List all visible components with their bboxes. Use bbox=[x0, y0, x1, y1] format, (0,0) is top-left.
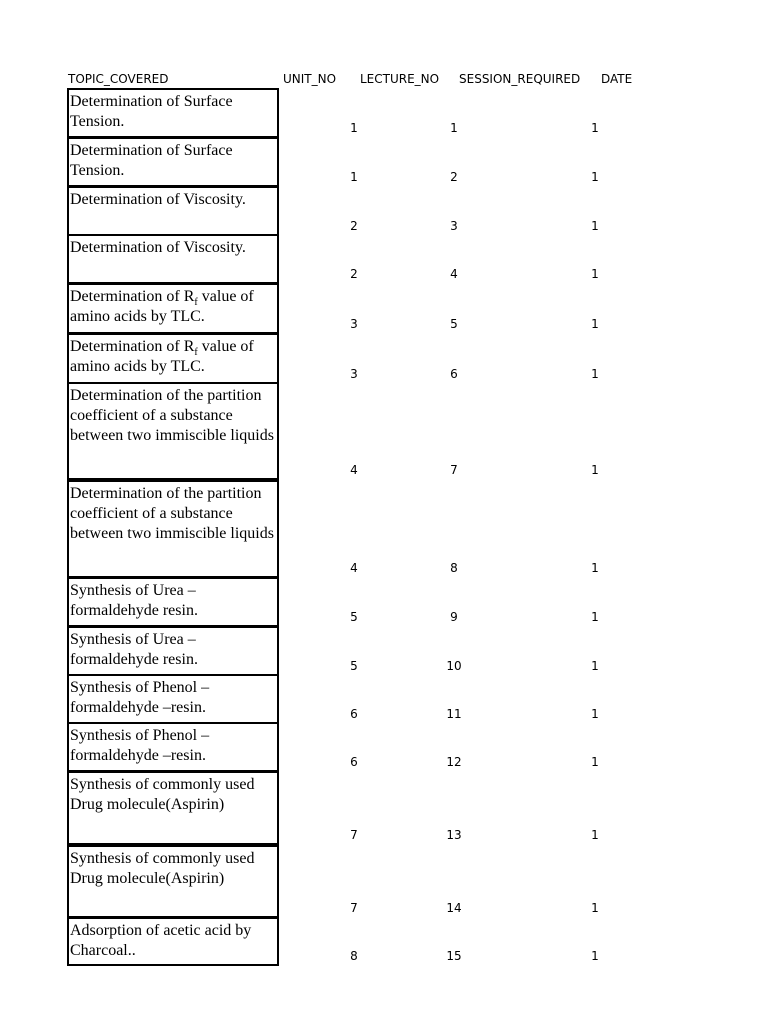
lecture-no-cell: 7 bbox=[450, 463, 458, 477]
date-cell: 1 bbox=[591, 561, 599, 575]
lecture-no-cell: 6 bbox=[450, 367, 458, 381]
unit-cell: 5 bbox=[350, 659, 358, 673]
table-row bbox=[67, 845, 767, 918]
date-cell: 1 bbox=[591, 463, 599, 477]
topic-cell: Synthesis of Phenol – formaldehyde –resin. bbox=[67, 722, 279, 772]
table-row bbox=[67, 382, 767, 480]
lecture-no-cell: 15 bbox=[446, 949, 462, 963]
topic-cell: Determination of Viscosity. bbox=[67, 186, 279, 236]
topic-cell: Adsorption of acetic acid by Charcoal.. bbox=[67, 917, 279, 966]
date-cell: 1 bbox=[591, 755, 599, 769]
lecture-no-cell: 12 bbox=[446, 755, 462, 769]
date-cell: 1 bbox=[591, 121, 599, 135]
lecture-no-cell: 9 bbox=[450, 610, 458, 624]
header-session-required: SESSION_REQUIRED bbox=[459, 72, 581, 86]
date-cell: 1 bbox=[591, 317, 599, 331]
unit-cell: 8 bbox=[350, 949, 358, 963]
topic-cell: Synthesis of Urea – formaldehyde resin. bbox=[67, 577, 279, 627]
date-cell: 1 bbox=[591, 828, 599, 842]
date-cell: 1 bbox=[591, 367, 599, 381]
lecture-no-cell: 8 bbox=[450, 561, 458, 575]
topic-cell: Determination of $R_f$ value of amino acids by TLC. bbox=[67, 283, 279, 334]
unit-cell: 1 bbox=[350, 170, 358, 184]
topic-cell: Determination of Surface Tension. bbox=[67, 88, 279, 138]
table-row bbox=[67, 917, 767, 966]
table-row bbox=[67, 333, 767, 384]
table-row bbox=[67, 674, 767, 724]
unit-cell: 2 bbox=[350, 219, 358, 233]
lecture-no-cell: 10 bbox=[446, 659, 462, 673]
unit-cell: 2 bbox=[350, 267, 358, 281]
unit-cell: 6 bbox=[350, 707, 358, 721]
table-row bbox=[67, 88, 767, 138]
topic-cell: Synthesis of commonly used Drug molecule(Aspirin) bbox=[67, 845, 279, 918]
unit-cell: 7 bbox=[350, 901, 358, 915]
lecture-no-cell: 14 bbox=[446, 901, 462, 915]
unit-cell: 6 bbox=[350, 755, 358, 769]
table-row bbox=[67, 577, 767, 627]
date-cell: 1 bbox=[591, 219, 599, 233]
lecture-no-cell: 13 bbox=[446, 828, 462, 842]
topic-cell: Determination of $R_f$ value of amino acids by TLC. bbox=[67, 333, 279, 384]
lecture-no-cell: 1 bbox=[450, 121, 458, 135]
header-topic-covered: TOPIC_COVERED bbox=[68, 72, 169, 86]
table-row bbox=[67, 722, 767, 772]
topic-cell: Synthesis of Urea – formaldehyde resin. bbox=[67, 626, 279, 676]
unit-cell: 4 bbox=[350, 463, 358, 477]
date-cell: 1 bbox=[591, 901, 599, 915]
date-cell: 1 bbox=[591, 659, 599, 673]
unit-cell: 5 bbox=[350, 610, 358, 624]
topic-cell: Determination of the partition coefficient of a substance between two immiscible liquids bbox=[67, 480, 279, 578]
table-row bbox=[67, 186, 767, 236]
unit-cell: 7 bbox=[350, 828, 358, 842]
lecture-no-cell: 4 bbox=[450, 267, 458, 281]
topic-cell: Determination of Viscosity. bbox=[67, 234, 279, 284]
table-row bbox=[67, 771, 767, 845]
header-date: DATE bbox=[601, 72, 633, 86]
lecture-no-cell: 2 bbox=[450, 170, 458, 184]
unit-cell: 3 bbox=[350, 317, 358, 331]
topic-cell: Determination of Surface Tension. bbox=[67, 137, 279, 187]
unit-cell: 3 bbox=[350, 367, 358, 381]
date-cell: 1 bbox=[591, 170, 599, 184]
date-cell: 1 bbox=[591, 267, 599, 281]
header-lecture-no: LECTURE_NO bbox=[360, 72, 440, 86]
table-row bbox=[67, 626, 767, 676]
table-row bbox=[67, 283, 767, 334]
date-cell: 1 bbox=[591, 610, 599, 624]
lecture-no-cell: 3 bbox=[450, 219, 458, 233]
lecture-no-cell: 11 bbox=[446, 707, 462, 721]
date-cell: 1 bbox=[591, 949, 599, 963]
lecture-no-cell: 5 bbox=[450, 317, 458, 331]
topic-cell: Synthesis of commonly used Drug molecule(Aspirin) bbox=[67, 771, 279, 845]
table-row bbox=[67, 234, 767, 284]
table-row bbox=[67, 480, 767, 578]
header-unit-no: UNIT_NO bbox=[283, 72, 337, 86]
topic-cell: Determination of the partition coefficient of a substance between two immiscible liquids bbox=[67, 382, 279, 480]
date-cell: 1 bbox=[591, 707, 599, 721]
table-row bbox=[67, 137, 767, 187]
unit-cell: 1 bbox=[350, 121, 358, 135]
unit-cell: 4 bbox=[350, 561, 358, 575]
topic-cell: Synthesis of Phenol – formaldehyde –resin. bbox=[67, 674, 279, 724]
